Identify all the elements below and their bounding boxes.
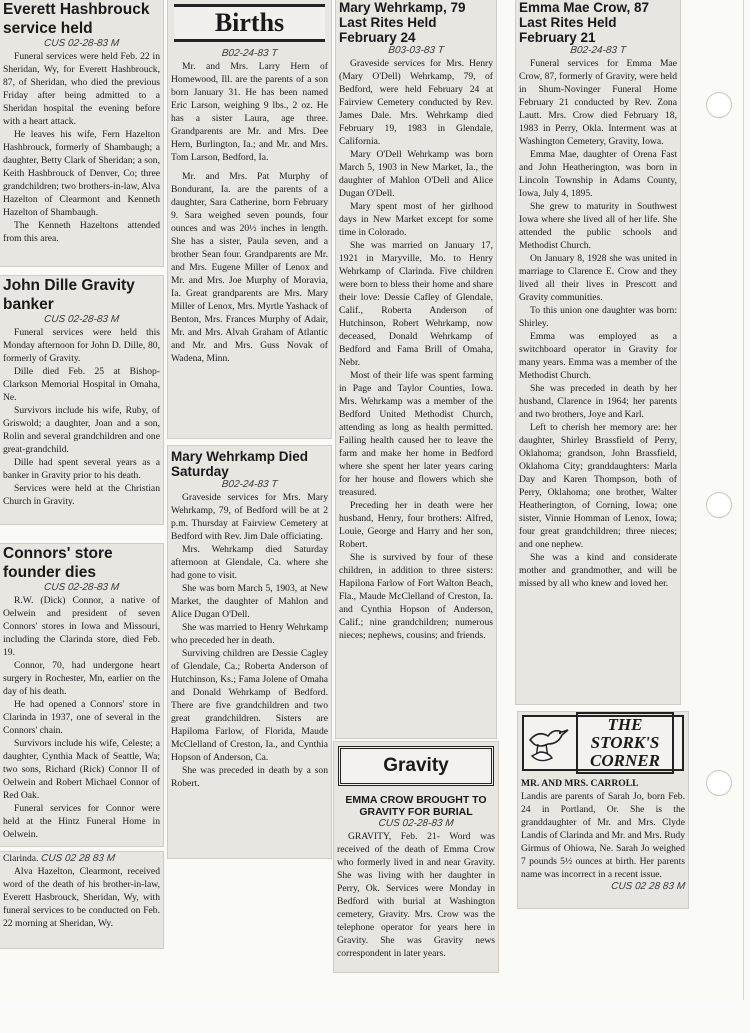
- paragraph: Emma was employed as a switchboard operator in Gravity for many years. Emma was a member of the Methodist Church.: [519, 331, 677, 381]
- clipping-wehrkamp-rites: [336, 0, 496, 738]
- subheadline: EMMA CROW BROUGHT TO GRAVITY FOR BURIAL: [345, 794, 487, 818]
- section-title: Births: [174, 4, 325, 42]
- paragraph: Mr. and Mrs. Pat Murphy of Bondurant, Ia. are the parents of a daughter, Sara Catherine, born February 9. Sara weighed seven pounds, four ounces and was 20½ inches in length. She has a sister, Paula seven, and a brother Sean four. Grandparents are Mr. and Mrs. Eugene Miller of Lenox and Mr. and Mrs. Joe Murphy of Moravia, Ia. Great grandparents are Mrs. Mary Miller of Lenox, Mrs. Myrtle Yashack of Benton, Mrs. Frances Murphy of Adair, Mr. and Mrs. Alvah Graham of Atlantic and Mr. and Mrs. Guss Novak of Wadena, Minn.: [171, 171, 328, 364]
- paragraph: GRAVITY, Feb. 21- Word was received of the death of Emma Crow who formerly lived in and near Gravity. She was living with her daughter in Perry, Ok. Services were Monday in Bedford with burial at Washington cemetery, Gravity. Mrs. Crow was the telephone operator for years here in Gravity. She was Gravity news correspondent in later years.: [337, 831, 495, 959]
- section-title: THE STORK'S CORNER: [576, 712, 674, 774]
- paragraph: Graveside services for Mrs. Mary Wehrkamp, 79, of Bedford will be at 2 p.m. Thursday at Fairview Cemetery at Bedford with Rev. Jim Dale officiating.: [171, 492, 328, 542]
- paragraph: Mary spent most of her girlhood days in New Market except for some time in Colorado.: [339, 201, 493, 238]
- headline: Mary Wehrkamp, 79 Last Rites Held February 24: [339, 0, 466, 45]
- headline: Connors' store founder dies: [3, 545, 113, 581]
- paragraph: Mary O'Dell Wehrkamp was born March 5, 1903 in New Market, Ia., the daughter of Mahlon O'Dell and Alice Dugan O'Dell.: [339, 149, 493, 199]
- headline: Emma Mae Crow, 87 Last Rites Held February 21: [519, 0, 650, 45]
- paragraph: Connor, 70, had undergone heart surgery in Rochester, Mn, earlier on the day of his death.: [3, 660, 160, 697]
- handwritten-date-note: B02-24-83 T: [221, 479, 278, 490]
- binder-hole: [706, 92, 732, 118]
- binder-hole: [706, 492, 732, 518]
- paragraph: Funeral services were held Feb. 22 in Sheridan, Wy, for Everett Hashbrouck, 87, of Sheridan, who died the previous Friday after being admitted to a Sheridan hospital the evening before with a heart attack.: [3, 51, 160, 127]
- handwritten-date-note: B03-03-83 T: [387, 45, 445, 56]
- headline: Mary Wehrkamp Died Saturday: [171, 449, 309, 479]
- paragraph: To this union one daughter was born: Shirley.: [519, 305, 677, 329]
- clipping-connor: [0, 544, 163, 846]
- paragraph: Preceding her in death were her husband, Henry, four brothers: Alfred, Louie, George and Harry and her son, Robert.: [339, 500, 493, 550]
- stork-corner-banner: [522, 715, 684, 771]
- headline: Everett Hashbrouck service held: [3, 1, 150, 37]
- paragraph: Graveside services for Mrs. Henry (Mary O'Dell) Wehrkamp, 79, of Bedford, were held February 24 at Fairview Cemetery conducted by Rev. James Dale. Mrs. Wehrkamp died February 19, 1983 in Glendale, California.: [339, 58, 493, 147]
- clipping-dille: [0, 276, 163, 524]
- handwritten-date-note: CUS 02-28-83 M: [43, 38, 120, 49]
- clipping-crow: [516, 0, 680, 704]
- paragraph: Services were held at the Christian Church in Gravity.: [3, 483, 160, 507]
- paragraph: Left to cherish her memory are: her daughter, Shirley Brassfield of Perry, Oklahoma; grandson, John Brassfield, Oklahoma City; granddaughters: Marla Day and Karen Thompson, both of Perry, Oklahoma; one brother, Walter Heatherington, of Corning, Iowa; one sister, Vinnie Homman of Lenox, Iowa; four great grandchildren; three nieces; and one nephew.: [519, 422, 677, 550]
- paragraph: He had opened a Connors' store in Clarinda in 1937, one of several in the Connors' chain.: [3, 699, 160, 736]
- handwritten-date-note: CUS 02-28-83 M: [43, 582, 120, 593]
- clipping-births: [168, 0, 331, 438]
- paragraph: R.W. (Dick) Connor, a native of Oelwein and president of seven Connors' stores in Iowa and Missouri, including the Clarinda store, died Feb. 19.: [3, 595, 160, 658]
- paragraph: Survivors include his wife, Ruby, of Griswold; a daughter, Joan and a son, Rolin and several grandchildren and one great-grandchild.: [3, 405, 160, 455]
- paragraph: She is survived by four of these children, in addition to three sisters: Hapilona Farlow of Fort Walton Beach, Fla., Maude McClelland of Creston, Ia. and Cynthia Hopson of Anderson, Calif.; nine grandchildren; numerous nieces; nephews, cousins; and friends.: [339, 552, 493, 641]
- section-title: Gravity: [338, 746, 494, 786]
- paragraph: Mrs. Wehrkamp died Saturday afternoon at Glendale, Ca. where she had gone to visit.: [171, 544, 328, 581]
- paragraph: Most of their life was spent farming in Page and Taylor Counties, Iowa. Mrs. Wehrkamp was a member of the Bedford United Methodist Church, attending as long as health permitted. Failing health caused her to leave the farm and make her home in Bedford where she spent her later years caring for her house and flowers which she treasured.: [339, 370, 493, 498]
- handwritten-date-note: B02-24-83 T: [569, 45, 627, 56]
- headline: John Dille Gravity banker: [3, 277, 135, 313]
- paragraph: Survivors include his wife, Celeste; a daughter, Cynthia Mack of Seattle, Wa; two sons, Richard (Rick) Connor II of Oelwein and Robert Michael Connor of Red Oak.: [3, 738, 160, 801]
- paragraph: She was preceded in death by her husband, Clarence in 1964; her parents and two brothers, Joye and Karl.: [519, 383, 677, 420]
- paragraph: He leaves his wife, Fern Hazelton Hashbrouck, formerly of Shambaugh; a daughter, Betty Clark of Sheridan; a son, Keith Hashbrouck of Denver, Co; three grandchildren; two brothers-in-law, Alva Hazelton of Clearmont and Kenneth Hazelton of Shambaugh.: [3, 129, 160, 218]
- paragraph: She was married on January 17, 1921 in Maryville, Mo. to Henry Wehrkamp of Clarinda. Five children were born to bless their home and share their love: Dessie Cafley of Glendale, Calif., Roberta Anderson of Hutchinson, Robert Wehrkamp, now deceased, Donald Wehrkamp of Bedford and Fama Brill of Omaha, Nebr.: [339, 240, 493, 368]
- lead-in: MR. AND MRS. CARROLL: [521, 778, 639, 789]
- paragraph: Funeral services for Emma Mae Crow, 87, formerly of Gravity, were held in Shum-Novinger Funeral Home February 21 conducted by Rev. Zona Lautt. Mrs. Crow died February 18, 1983 in Perry, Okla. Interment was at Washington Cemetery, Gravity, Iowa.: [519, 58, 677, 147]
- binder-hole: [706, 770, 732, 796]
- paragraph: Emma Mae, daughter of Orena Fast and John Heatherington, was born in Lincoln Township in Adams County, Iowa, July 4, 1895.: [519, 149, 677, 199]
- paragraph: She was preceded in death by a son Robert.: [171, 765, 328, 789]
- paragraph: She was born March 5, 1903, at New Market, the daughter of Mahlon and Alice Dugan O'Dell.: [171, 583, 328, 620]
- paragraph: Funeral services were held this Monday afternoon for John D. Dille, 80, formerly of Gravity.: [3, 327, 160, 364]
- paragraph: She was married to Henry Wehrkamp who preceded her in death.: [171, 622, 328, 646]
- clipping-hazelton: [0, 852, 163, 948]
- handwritten-date-note: CUS 02 28 83 M: [610, 881, 686, 892]
- paragraph: Landis are parents of Sarah Jo, born Feb. 24 in Portland, Or. She is the granddaughter of Mr. and Mrs. Clyde Landis of Clarinda and Mr. and Mrs. Rudy Girmus of Ohiowa, Ne. Sarah Jo weighed 7 pounds 5½ ounces at birth. Her parents name was incorrect in a recent issue.: [521, 791, 685, 880]
- handwritten-date-note: B02-24-83 T: [221, 48, 278, 59]
- paragraph: The Kenneth Hazeltons attended from this area.: [3, 220, 160, 244]
- clipping-gravity: [334, 742, 498, 972]
- paragraph: Dille died Feb. 25 at Bishop-Clarkson Memorial Hospital in Omaha, Ne.: [3, 366, 160, 403]
- handwritten-date-note: CUS 02-28-83 M: [43, 314, 120, 325]
- dateline: Clarinda.: [3, 853, 39, 864]
- handwritten-date-note: CUS 02-28-83 M: [377, 818, 455, 829]
- handwritten-date-note: CUS 02 28 83 M: [40, 853, 116, 864]
- clipping-wehrkamp-saturday: [168, 446, 331, 858]
- paragraph: Alva Hazelton, Clearmont, received word of the death of his brother-in-law, Everett Hasbrouck, Sheridan, Wy, with funeral services to be conducted on Feb. 22 morning at Sheridan, Wy.: [3, 866, 160, 929]
- stork-icon: [524, 718, 570, 768]
- clipping-stork: [518, 712, 688, 908]
- paragraph: She was a kind and considerate mother and grandmother, and will be missed by all who knew and loved her.: [519, 552, 677, 589]
- paragraph: Mr. and Mrs. Larry Hern of Homewood, Ill. are the parents of a son born January 31. He has been named Eric Larson, weighing 9 lbs., 2 oz. He has a sister Laura, age three. Grandparents are Mr. and Mrs. Dee Hern, Burlington, Ia.; and Mr. and Mrs. Tom Larson, Bedford, Ia.: [171, 61, 328, 163]
- paragraph: On January 8, 1928 she was united in marriage to Clarence E. Crow and they lived all their lives in Prescott and Gravity communities.: [519, 253, 677, 303]
- paragraph: Dille had spent several years as a banker in Gravity prior to his death.: [3, 457, 160, 481]
- paragraph: Funeral services for Connor were held at the Hintz Funeral Home in Oelwein.: [3, 803, 160, 840]
- clipping-hashbrouck: [0, 0, 163, 266]
- paragraph: She grew to maturity in Southwest Iowa where she lived all of her life. She attended the public schools and Methodist Church.: [519, 201, 677, 251]
- paragraph: Surviving children are Dessie Cagley of Glendale, Ca.; Roberta Anderson of Hutchinson, Ks.; Fama Jolene of Omaha and Donald Wehrkamp of Bedford. There are five grandchildren and two great grandchildren. Sisters are Hapiloma Farlow, of Florida, Maude McClelland of Creston, Ia., and Cynthia Hopson of Anderson, Ca.: [171, 648, 328, 763]
